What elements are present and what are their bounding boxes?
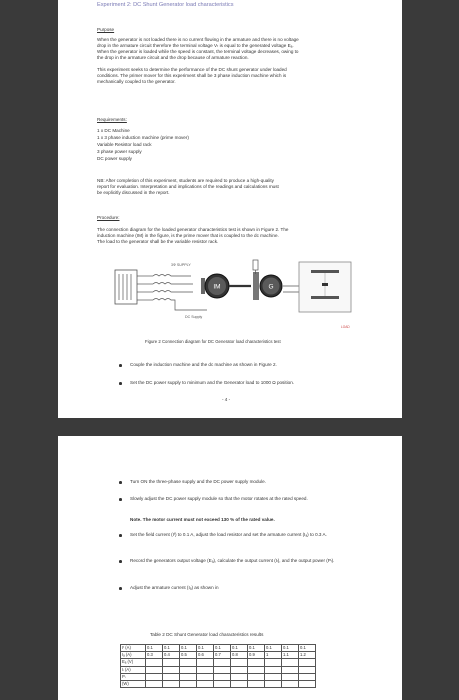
table-cell: 0.1 <box>214 645 231 652</box>
bullet-dot <box>119 364 122 367</box>
table-cell <box>146 673 163 680</box>
document-page-2 <box>58 436 402 700</box>
table-cell <box>299 673 316 680</box>
page-header: Experiment 2: DC Shunt Generator load characteristics <box>97 2 234 8</box>
table-row <box>121 652 316 659</box>
table-cell <box>146 659 163 666</box>
bullet-text: Adjust the armature current (Iₐ) as shown in <box>130 585 219 590</box>
nb-line: be explicitly discussed in the report. <box>97 190 170 195</box>
table-row <box>121 659 316 666</box>
requirement-item: 3 phase power supply <box>97 149 142 154</box>
bullet-dot <box>119 382 122 385</box>
table-cell: 0.1 <box>265 645 282 652</box>
table-cell: 1 <box>265 652 282 659</box>
table-cell <box>163 659 180 666</box>
bullet-text: Record the generators output voltage (Eₐ), calculate the output current (Iₗ), and the output power (Pₗ). <box>130 558 335 563</box>
table-cell <box>214 659 231 666</box>
table-cell <box>265 680 282 687</box>
purpose-line: the drop in the armature circuit and the drop because of armature reaction. <box>97 55 249 60</box>
table-cell: 0.8 <box>231 652 248 659</box>
table-cell: 0.1 <box>197 645 214 652</box>
row-label: Pₗ <box>121 673 146 680</box>
table-cell <box>265 673 282 680</box>
table-cell <box>299 666 316 673</box>
bullet-dot <box>119 498 122 501</box>
table-cell: 0.1 <box>163 645 180 652</box>
bullet-text: Couple the induction machine and the dc machine as shown in Figure 2. <box>130 362 277 367</box>
table-cell: 0.1 <box>180 645 197 652</box>
table-cell: 1.1 <box>282 652 299 659</box>
table-cell <box>248 680 265 687</box>
seeks-line: mechanically coupled to the generator. <box>97 79 176 84</box>
table-cell <box>282 666 299 673</box>
g-label: G <box>268 283 274 291</box>
purpose-line: When the generator is not loaded there is no current flowing in the armature and there is no voltage <box>97 37 299 42</box>
load-wires <box>283 286 299 292</box>
table-cell: 0.1 <box>231 645 248 652</box>
table-cell <box>214 673 231 680</box>
results-table <box>120 644 316 688</box>
table-cell <box>231 659 248 666</box>
table-row <box>121 666 316 673</box>
table-cell: 0.7 <box>214 652 231 659</box>
procedure-line: The connection diagram for the loaded generator characteristics test is shown in Figure 2. The <box>97 227 289 232</box>
load-rack-icon <box>299 262 351 312</box>
table-row <box>121 673 316 680</box>
nb-line: NB: After completion of this experiment, students are required to produce a high-quality <box>97 178 274 183</box>
table-cell: 0.1 <box>146 645 163 652</box>
requirement-item: Variable Resistor load rack <box>97 142 152 147</box>
table-row <box>121 680 316 687</box>
row-label: Iᶠ (A) <box>121 645 146 652</box>
table-cell <box>146 680 163 687</box>
table-cell: 0.4 <box>163 652 180 659</box>
table-cell <box>180 659 197 666</box>
nb-line: report for evaluation. Interpretation and implications of the readings and calculations must <box>97 184 279 189</box>
dc-supply-label: DC Supply <box>185 315 203 319</box>
table-cell <box>231 680 248 687</box>
resistor-icon <box>253 260 258 274</box>
table-cell <box>265 659 282 666</box>
table-cell <box>180 680 197 687</box>
table-cell <box>163 680 180 687</box>
table-cell <box>214 680 231 687</box>
wiring-coils <box>153 275 207 311</box>
document-page-1 <box>58 0 402 418</box>
table-cell: 0.1 <box>248 645 265 652</box>
bullet-text: Set the field current (Iᶠ) to 0.1 A, adjust the load resistor and set the armature current (Iₐ) to 0.3 A. <box>130 532 327 537</box>
purpose-line: drop in the armature circuit therefore the terminal voltage Vₜ is equal to the generated voltage Eₐ. <box>97 43 294 48</box>
purpose-heading: Purpose <box>97 27 115 32</box>
table-cell <box>282 659 299 666</box>
procedure-line: The load to the generator shall be the variable resistor rack. <box>97 239 219 244</box>
bullet-dot <box>119 481 122 484</box>
table-row <box>121 645 316 652</box>
table-cell <box>299 680 316 687</box>
bullet-dot <box>119 560 122 563</box>
page-number: - 4 - <box>222 397 231 402</box>
seeks-line: conditions. The primer mover for this experiment shall be 3 phase induction machine which is <box>97 73 287 78</box>
bullet-text: Slowly adjust the DC power supply module so that the motor rotates at the rated speed. <box>130 496 308 501</box>
row-label: Eₐ (V) <box>121 659 146 666</box>
motor-current-note: Note. The motor current must not exceed 130 % of the rated value. <box>130 517 275 522</box>
generator-icon <box>253 272 282 300</box>
im-label: IM <box>213 283 221 291</box>
requirements-heading: Requirements: <box>97 117 127 122</box>
bullet-dot <box>119 534 122 537</box>
requirement-item: 1 x DC Machine <box>97 128 130 133</box>
table-cell <box>163 666 180 673</box>
table-cell <box>197 666 214 673</box>
requirement-item: 1 x 3 phase induction machine (prime mover) <box>97 135 189 140</box>
table-cell <box>197 659 214 666</box>
induction-machine-icon <box>201 274 229 298</box>
table-cell: 0.6 <box>197 652 214 659</box>
row-label: (W) <box>121 680 146 687</box>
figure-caption: Figure 2 Connection diagram for DC Generator load characteristics test <box>145 339 281 344</box>
table-cell <box>248 666 265 673</box>
transformer-icon <box>115 270 153 304</box>
bullet-text: Set the DC power supply to minimum and the Generator load to 1000 Ω position. <box>130 380 295 385</box>
row-label: Iₐ (A) <box>121 652 146 659</box>
table-caption: Table 2 DC Shunt Generator load characteristics results <box>150 632 264 637</box>
table-cell: 0.1 <box>282 645 299 652</box>
table-cell: 0.1 <box>299 645 316 652</box>
procedure-heading: Procedure: <box>97 215 120 220</box>
table-cell <box>265 666 282 673</box>
table-cell <box>197 680 214 687</box>
table-cell <box>248 673 265 680</box>
table-cell <box>180 666 197 673</box>
purpose-line: When the generator is loaded while the speed is constant, the terminal voltage decreases, owing to <box>97 49 299 54</box>
ac-supply-label: 3Φ SUPPLY <box>171 263 191 267</box>
table-cell <box>197 673 214 680</box>
requirement-item: DC power supply <box>97 156 132 161</box>
bullet-dot <box>119 587 122 590</box>
load-label: LOAD <box>341 325 350 329</box>
row-label: Iₗ (A) <box>121 666 146 673</box>
table-cell <box>282 673 299 680</box>
table-cell: 0.9 <box>248 652 265 659</box>
connection-diagram <box>113 258 363 330</box>
table-cell <box>180 673 197 680</box>
table-cell <box>231 666 248 673</box>
table-cell: 1.2 <box>299 652 316 659</box>
table-cell <box>248 659 265 666</box>
table-cell <box>282 680 299 687</box>
table-cell <box>299 659 316 666</box>
table-cell: 0.5 <box>180 652 197 659</box>
bullet-text: Turn ON the three-phase supply and the DC power supply module. <box>130 479 266 484</box>
table-cell <box>231 673 248 680</box>
table-cell <box>214 666 231 673</box>
procedure-line: induction machine (IM) in the figure, is the prime mover that is coupled to the dc machine. <box>97 233 279 238</box>
table-cell: 0.3 <box>146 652 163 659</box>
table-cell <box>146 666 163 673</box>
seeks-line: This experiment seeks to determine the performance of the DC shunt generator under loaded <box>97 67 287 72</box>
table-cell <box>163 673 180 680</box>
